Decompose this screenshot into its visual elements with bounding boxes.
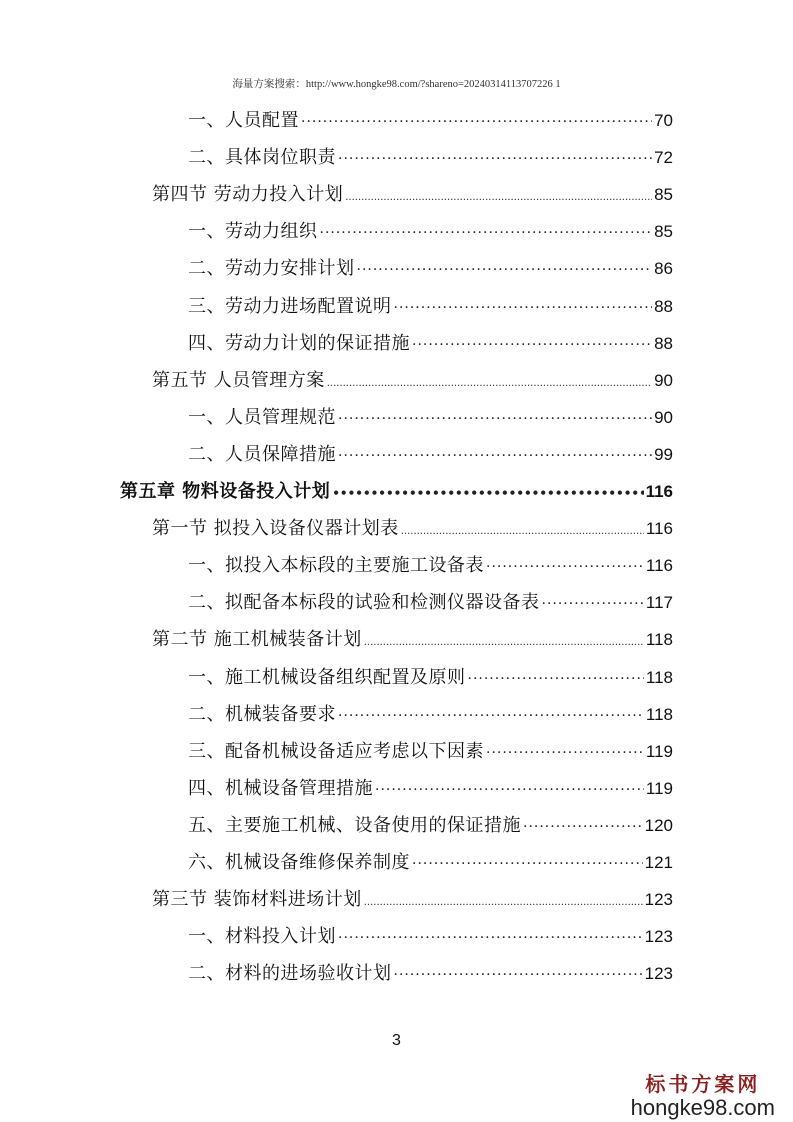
toc-entry-item[interactable] — [188, 106, 673, 136]
toc-entry-page: 90 — [654, 407, 673, 427]
toc-entry-page: 121 — [644, 853, 673, 872]
toc-entry-page: 118 — [645, 667, 673, 687]
toc-leader-dots — [332, 486, 643, 500]
toc-entry-item[interactable] — [188, 737, 673, 767]
toc-leader-dots — [357, 262, 653, 278]
toc-leader-dots — [468, 671, 644, 687]
toc-entry-page: 86 — [654, 259, 673, 279]
toc-entry-title: 二、材料的进场验收计划 — [188, 963, 392, 985]
toc-entry-section[interactable] — [152, 514, 673, 544]
toc-leader-dots — [364, 637, 644, 648]
toc-leader-dots — [412, 856, 643, 872]
toc-entry-page: 88 — [654, 296, 673, 316]
toc-entry-page: 116 — [645, 519, 673, 539]
toc-entry-item[interactable] — [188, 959, 673, 989]
toc-entry-title: 一、人员配置 — [188, 110, 299, 131]
toc-leader-dots — [486, 745, 644, 761]
toc-entry-page: 119 — [645, 778, 673, 798]
toc-entry-page: 123 — [644, 890, 673, 910]
toc-leader-dots — [338, 411, 652, 427]
toc-entry-title: 二、劳动力安排计划 — [188, 258, 355, 280]
toc-entry-title: 一、拟投入本标段的主要施工设备表 — [188, 555, 484, 577]
toc-entry-item[interactable] — [188, 922, 673, 952]
toc-entry-title: 四、劳动力计划的保证措施 — [188, 332, 410, 354]
toc-entry-page: 117 — [645, 593, 673, 613]
toc-entry-title: 第五章 物料设备投入计划 — [120, 481, 331, 502]
watermark-cn: 标书方案网 — [645, 1072, 761, 1096]
toc-entry-title: 三、配备机械设备适应考虑以下因素 — [188, 740, 484, 762]
toc-leader-dots — [523, 819, 643, 835]
toc-entry-title: 五、主要施工机械、设备使用的保证措施 — [188, 814, 521, 836]
toc-entry-title: 第五节 人员管理方案 — [152, 369, 325, 391]
toc-entry-section[interactable] — [152, 885, 673, 915]
toc-entry-item[interactable] — [188, 774, 673, 804]
toc-leader-dots — [338, 708, 644, 724]
toc-entry-page: 123 — [644, 927, 673, 947]
toc-entry-title: 二、机械装备要求 — [188, 703, 336, 725]
toc-entry-page: 72 — [654, 148, 673, 168]
toc-entry-page: 85 — [654, 185, 673, 205]
toc-leader-dots — [338, 448, 652, 464]
toc-entry-title: 第一节 拟投入设备仪器计划表 — [152, 518, 399, 540]
toc-entry-title: 二、具体岗位职责 — [188, 147, 336, 169]
toc-entry-page: 123 — [644, 964, 673, 984]
toc-entry-page: 99 — [654, 444, 673, 464]
toc-leader-dots — [327, 378, 652, 389]
toc-entry-title: 三、劳动力进场配置说明 — [188, 295, 392, 317]
toc-entry-item[interactable] — [188, 440, 673, 470]
toc-entry-title: 四、机械设备管理措施 — [188, 777, 373, 799]
toc-entry-item[interactable] — [188, 217, 673, 247]
toc-entry-page: 116 — [645, 556, 673, 576]
toc-entry-title: 一、人员管理规范 — [188, 406, 336, 428]
toc-entry-item[interactable] — [188, 403, 673, 433]
toc-leader-dots — [320, 225, 653, 241]
toc-entry-title: 一、材料投入计划 — [188, 926, 336, 948]
toc-leader-dots — [338, 151, 652, 167]
toc-entry-section[interactable] — [152, 180, 673, 210]
toc-entry-page: 118 — [645, 630, 673, 650]
page-number: 3 — [392, 1032, 401, 1049]
toc-leader-dots — [375, 782, 644, 798]
toc-entry-item[interactable] — [188, 700, 673, 730]
toc-entry-title: 一、施工机械设备组织配置及原则 — [188, 666, 466, 688]
toc-entry-item[interactable] — [188, 143, 673, 173]
toc-entry-item[interactable] — [188, 329, 673, 359]
toc-leader-dots — [338, 930, 643, 946]
toc-entry-title: 六、机械设备维修保养制度 — [188, 852, 410, 873]
watermark-logo — [631, 1068, 775, 1121]
toc-leader-dots — [401, 526, 644, 537]
toc-entry-title: 二、人员保障措施 — [188, 443, 336, 465]
toc-entry-page: 120 — [644, 815, 673, 835]
toc-leader-dots — [301, 114, 652, 130]
toc-leader-dots — [412, 337, 652, 353]
toc-entry-title: 二、拟配备本标段的试验和检测仪器设备表 — [188, 592, 540, 614]
toc-entry-page: 119 — [645, 741, 673, 761]
toc-entry-item[interactable] — [188, 663, 673, 693]
toc-entry-title: 第三节 装饰材料进场计划 — [152, 889, 362, 911]
toc-entry-item[interactable] — [188, 848, 673, 878]
toc-entry-item[interactable] — [188, 292, 673, 322]
toc-entry-title: 一、劳动力组织 — [188, 221, 318, 243]
page-header: 海量方案搜索：http://www.hongke98.com/?shareno=20240314113707226 1 — [232, 79, 561, 90]
toc-leader-dots — [394, 300, 653, 316]
toc-entry-page: 70 — [654, 111, 673, 130]
toc-entry-page: 85 — [654, 222, 673, 242]
toc-entry-item[interactable] — [188, 551, 673, 581]
toc-entry-title: 第二节 施工机械装备计划 — [152, 629, 362, 651]
toc-leader-dots — [542, 596, 644, 612]
toc-leader-dots — [345, 192, 652, 203]
toc-entry-page: 116 — [645, 482, 673, 501]
toc-entry-section[interactable] — [152, 366, 673, 396]
watermark-url: hongke98.com — [630, 1095, 775, 1120]
toc-entry-item[interactable] — [188, 811, 673, 841]
toc-entry-page: 90 — [654, 370, 673, 390]
toc-entry-item[interactable] — [188, 588, 673, 618]
toc-entry-page: 118 — [645, 704, 673, 724]
toc-entry-section[interactable] — [152, 625, 673, 655]
toc-leader-dots — [364, 897, 643, 908]
toc-leader-dots — [486, 559, 644, 575]
toc-entry-item[interactable] — [188, 254, 673, 284]
toc-leader-dots — [394, 967, 643, 983]
toc-entry-title: 第四节 劳动力投入计划 — [152, 184, 344, 206]
toc-entry-chapter[interactable] — [120, 477, 673, 507]
toc-entry-page: 88 — [654, 333, 673, 353]
